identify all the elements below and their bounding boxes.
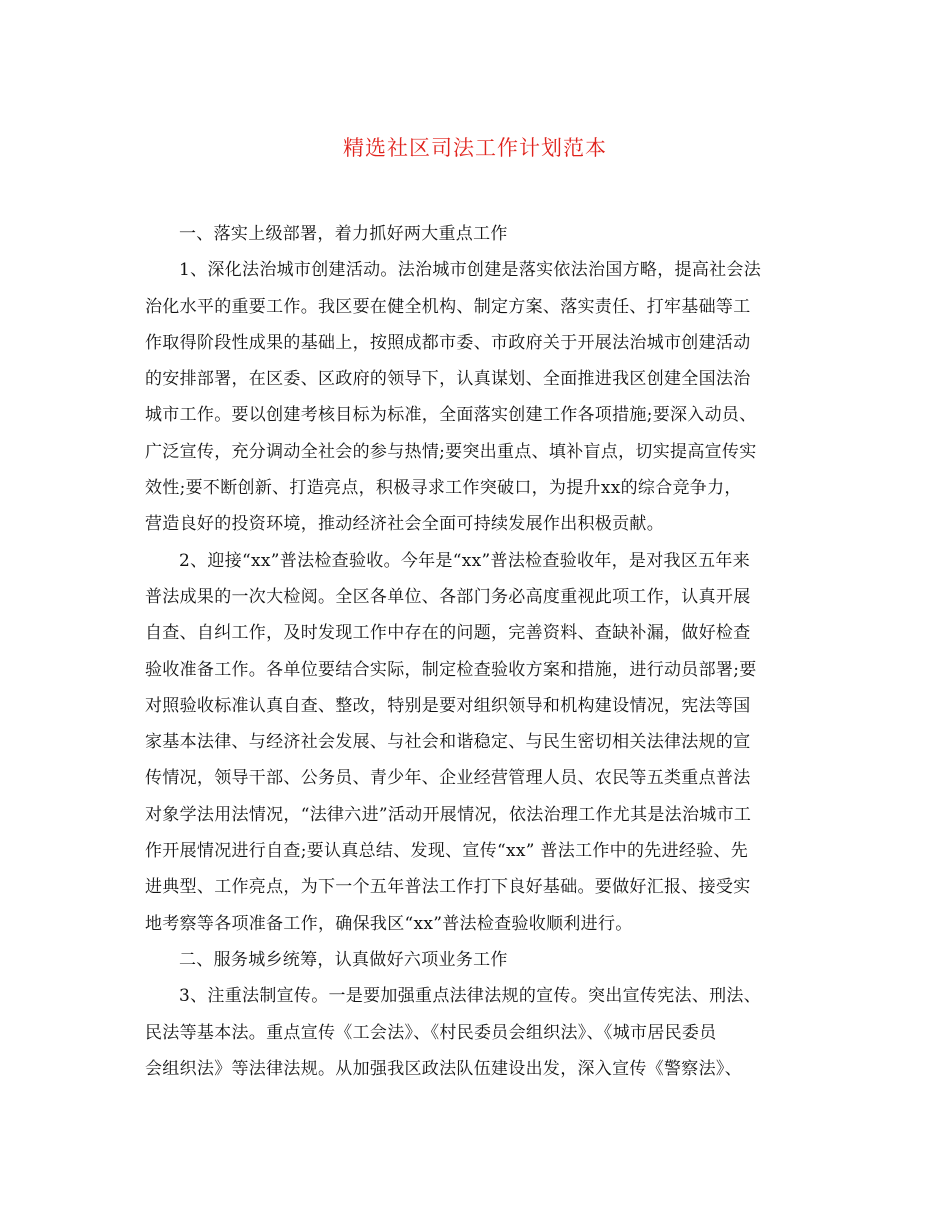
paragraph-line: 广泛宣传，充分调动全社会的参与热情;要突出重点、填补盲点，切实提高宣传实 <box>145 441 757 462</box>
paragraph-line: 地考察等各项准备工作，确保我区“xx”普法检查验收顺利进行。 <box>145 913 633 934</box>
paragraph-line: 营造良好的投资环境，推动经济社会全面可持续发展作出积极贡献。 <box>145 514 664 535</box>
paragraph-line: 对象学法用法情况，“法律六进”活动开展情况，依法治理工作尤其是法治城市工 <box>145 804 752 825</box>
paragraph-first-line: 一、落实上级部署，着力抓好两大重点工作 <box>179 224 508 244</box>
paragraph-line: 自查、自纠工作，及时发现工作中存在的问题，完善资料、查缺补漏，做好检查 <box>145 623 751 644</box>
paragraph-line: 普法成果的一次大检阅。全区各单位、各部门务必高度重视此项工作，认真开展 <box>145 586 751 607</box>
paragraph-first-line: 1、深化法治城市创建活动。法治城市创建是落实依法治国方略，提高社会法 <box>179 260 762 281</box>
paragraph-line: 对照验收标准认真自查、整改，特别是要对组织领导和机构建设情况，宪法等国 <box>145 695 751 716</box>
document-body <box>145 216 810 1087</box>
paragraph-line: 治化水平的重要工作。我区要在健全机构、制定方案、落实责任、打牢基础等工 <box>145 296 751 317</box>
paragraph-line: 验收准备工作。各单位要结合实际，制定检查验收方案和措施，进行动员部署;要 <box>145 659 757 680</box>
paragraph-line: 的安排部署，在区委、区政府的领导下，认真谋划、全面推进我区创建全国法治 <box>145 369 751 390</box>
paragraph-first-line: 二、服务城乡统筹，认真做好六项业务工作 <box>179 949 508 970</box>
paragraph-line: 进典型、工作亮点，为下一个五年普法工作打下良好基础。要做好汇报、接受实 <box>145 877 751 898</box>
paragraph-line: 作取得阶段性成果的基础上，按照成都市委、市政府关于开展法治城市创建活动 <box>145 332 751 353</box>
paragraph-line: 民法等基本法。重点宣传《工会法》、《村民委员会组织法》、《城市居民委员 <box>145 1022 717 1043</box>
paragraph-line: 效性;要不断创新、打造亮点，积极寻求工作突破口，为提升xx的综合竞争力， <box>145 478 742 499</box>
paragraph-first-line: 3、注重法制宣传。一是要加强重点法律法规的宣传。突出宣传宪法、刑法、 <box>179 986 762 1007</box>
paragraph-line: 作开展情况进行自查;要认真总结、发现、宣传“xx” 普法工作中的先进经验、先 <box>145 841 749 862</box>
document-title: 精选社区司法工作计划范本 <box>343 136 607 160</box>
paragraph-line: 城市工作。要以创建考核目标为标准，全面落实创建工作各项措施;要深入动员、 <box>145 405 757 426</box>
paragraph-line: 会组织法》等法律法规。从加强我区政法队伍建设出发，深入宣传《警察法》、 <box>145 1058 742 1079</box>
paragraph-line: 家基本法律、与经济社会发展、与社会和谐稳定、与民生密切相关法律法规的宣 <box>145 732 751 753</box>
paragraph-first-line: 2、迎接“xx”普法检查验收。今年是“xx”普法检查验收年，是对我区五年来 <box>179 550 751 571</box>
paragraph-line: 传情况，领导干部、公务员、青少年、企业经营管理人员、农民等五类重点普法 <box>145 768 751 789</box>
